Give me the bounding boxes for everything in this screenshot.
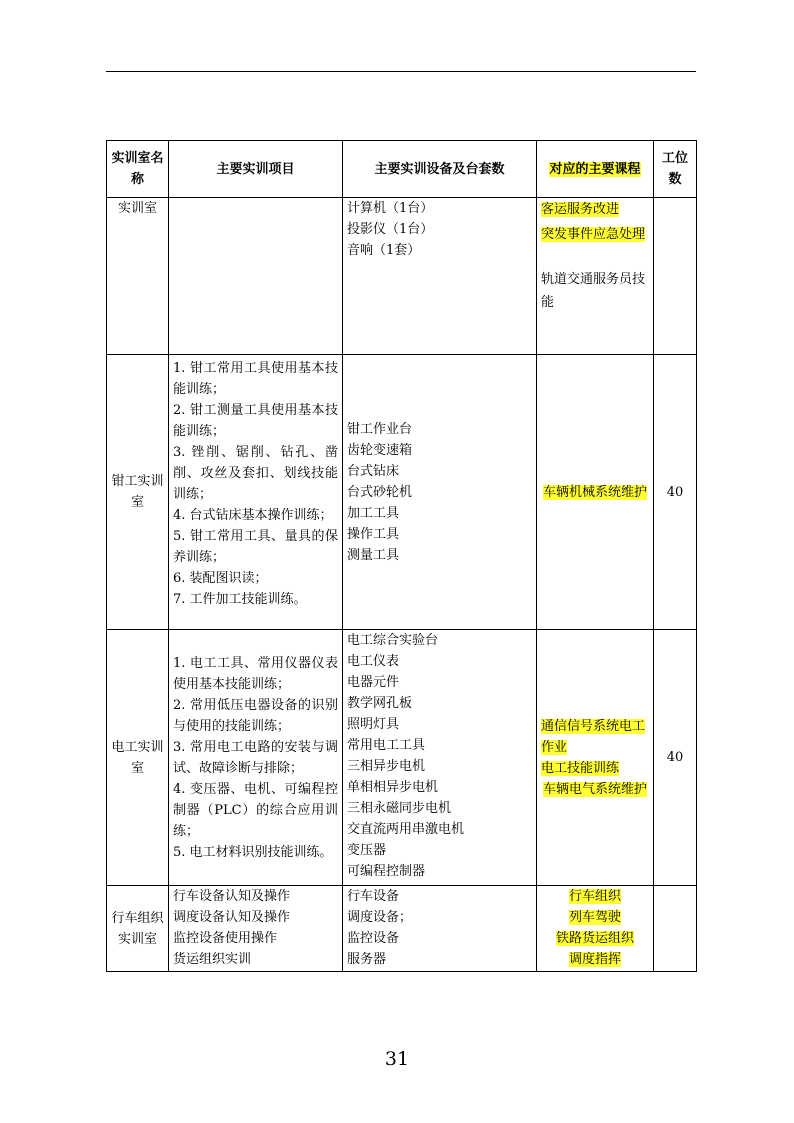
project-item: 监控设备使用操作	[173, 931, 278, 946]
station-count: 40	[654, 630, 697, 886]
header-equipment: 主要实训设备及台套数	[343, 141, 537, 198]
equipment-item: 电工综合实验台	[347, 633, 439, 648]
course-item: 调度指挥	[568, 952, 621, 967]
course-list	[537, 886, 654, 972]
equipment-list	[343, 886, 537, 972]
equipment-item: 台式砂轮机	[347, 484, 413, 500]
page-number: 31	[384, 1048, 410, 1070]
equipment-item: 三相异步电机	[347, 759, 426, 774]
course-item: 轨道交通服务员技能	[541, 272, 646, 310]
equipment-item: 投影仪（1台）	[347, 222, 434, 237]
room-name: 行车组织实训室	[107, 886, 169, 972]
equipment-list	[343, 198, 537, 355]
table-row	[107, 355, 697, 630]
table-row	[107, 630, 697, 886]
course-item: 通信信号系统电工作业	[541, 718, 646, 755]
equipment-item: 监控设备	[347, 931, 400, 946]
table-row	[107, 886, 697, 972]
course-item: 电工技能训练	[541, 760, 620, 776]
equipment-item: 电器元件	[347, 675, 400, 690]
equipment-list	[343, 355, 537, 630]
course-list	[537, 630, 654, 886]
equipment-item: 交直流两用串激电机	[347, 822, 465, 837]
equipment-item: 台式钻床	[347, 463, 400, 479]
station-count: 40	[654, 355, 697, 630]
project-item: 4. 变压器、电机、可编程控制器（PLC）的综合应用训练；	[173, 781, 338, 839]
equipment-item: 齿轮变速箱	[347, 442, 413, 458]
project-list	[169, 355, 343, 630]
course-list	[537, 355, 654, 630]
project-item: 5. 钳工常用工具、量具的保养训练；	[173, 529, 338, 565]
equipment-item: 行车设备	[347, 889, 400, 904]
equipment-item: 测量工具	[347, 547, 400, 563]
project-item: 1. 电工工具、常用仪器仪表使用基本技能训练；	[173, 655, 338, 692]
header-stations: 工位数	[654, 141, 697, 198]
project-item: 货运组织实训	[173, 952, 252, 967]
equipment-item: 教学网孔板	[347, 696, 413, 711]
equipment-item: 服务器	[347, 952, 387, 967]
header-rule	[106, 71, 696, 72]
station-count	[654, 198, 697, 355]
room-name: 钳工实训室	[107, 355, 169, 630]
course-item: 车辆电气系统维护	[542, 781, 647, 797]
equipment-item: 加工工具	[347, 505, 400, 521]
project-list	[169, 198, 343, 355]
project-item: 5. 电工材料识别技能训练。	[173, 844, 333, 860]
header-projects: 主要实训项目	[169, 141, 343, 198]
equipment-item: 变压器	[347, 843, 387, 858]
station-count	[654, 886, 697, 972]
course-item: 列车驾驶	[568, 910, 621, 925]
equipment-item: 操作工具	[347, 526, 400, 542]
course-item: 客运服务改进	[541, 202, 620, 217]
table-header-row	[107, 141, 697, 198]
project-item: 行车设备认知及操作	[173, 889, 291, 904]
equipment-item: 常用电工工具	[347, 738, 426, 753]
room-name: 电工实训室	[107, 630, 169, 886]
project-item: 2. 常用低压电器设备的识别与使用的技能训练；	[173, 697, 338, 734]
project-item: 1. 钳工常用工具使用基本技能训练；	[173, 361, 338, 397]
header-courses-text: 对应的主要课程	[549, 161, 641, 177]
training-room-table	[106, 140, 697, 972]
table-row	[107, 198, 697, 355]
equipment-item: 可编程控制器	[347, 864, 426, 879]
project-item: 6. 装配图识读；	[173, 571, 268, 586]
project-item: 2. 钳工测量工具使用基本技能训练；	[173, 403, 338, 439]
header-courses	[537, 141, 654, 198]
project-item: 调度设备认知及操作	[173, 910, 291, 925]
equipment-item: 三相永磁同步电机	[347, 801, 452, 816]
header-room: 实训室名称	[107, 141, 169, 198]
equipment-item: 照明灯具	[347, 717, 400, 732]
project-item: 3. 锉削、锯削、钻孔、凿削、攻丝及套扣、划线技能训练；	[173, 445, 338, 502]
equipment-item: 电工仪表	[347, 654, 400, 669]
course-item: 车辆机械系统维护	[542, 484, 647, 500]
course-list	[537, 198, 654, 355]
room-name: 实训室	[107, 198, 169, 355]
project-item: 7. 工件加工技能训练。	[173, 592, 307, 607]
course-item: 铁路货运组织	[555, 931, 634, 946]
equipment-item: 钳工作业台	[347, 421, 413, 437]
equipment-list	[343, 630, 537, 886]
project-item: 4. 台式钻床基本操作训练；	[173, 508, 333, 523]
equipment-item: 音响（1套）	[347, 243, 421, 258]
equipment-item: 调度设备；	[347, 910, 413, 925]
project-list	[169, 886, 343, 972]
project-list	[169, 630, 343, 886]
equipment-item: 计算机（1台）	[347, 201, 434, 216]
equipment-item: 单相相异步电机	[347, 780, 439, 795]
course-item: 突发事件应急处理	[541, 227, 646, 242]
project-item: 3. 常用电工电路的安装与调试、故障诊断与排除；	[173, 739, 338, 776]
course-item: 行车组织	[568, 889, 621, 904]
